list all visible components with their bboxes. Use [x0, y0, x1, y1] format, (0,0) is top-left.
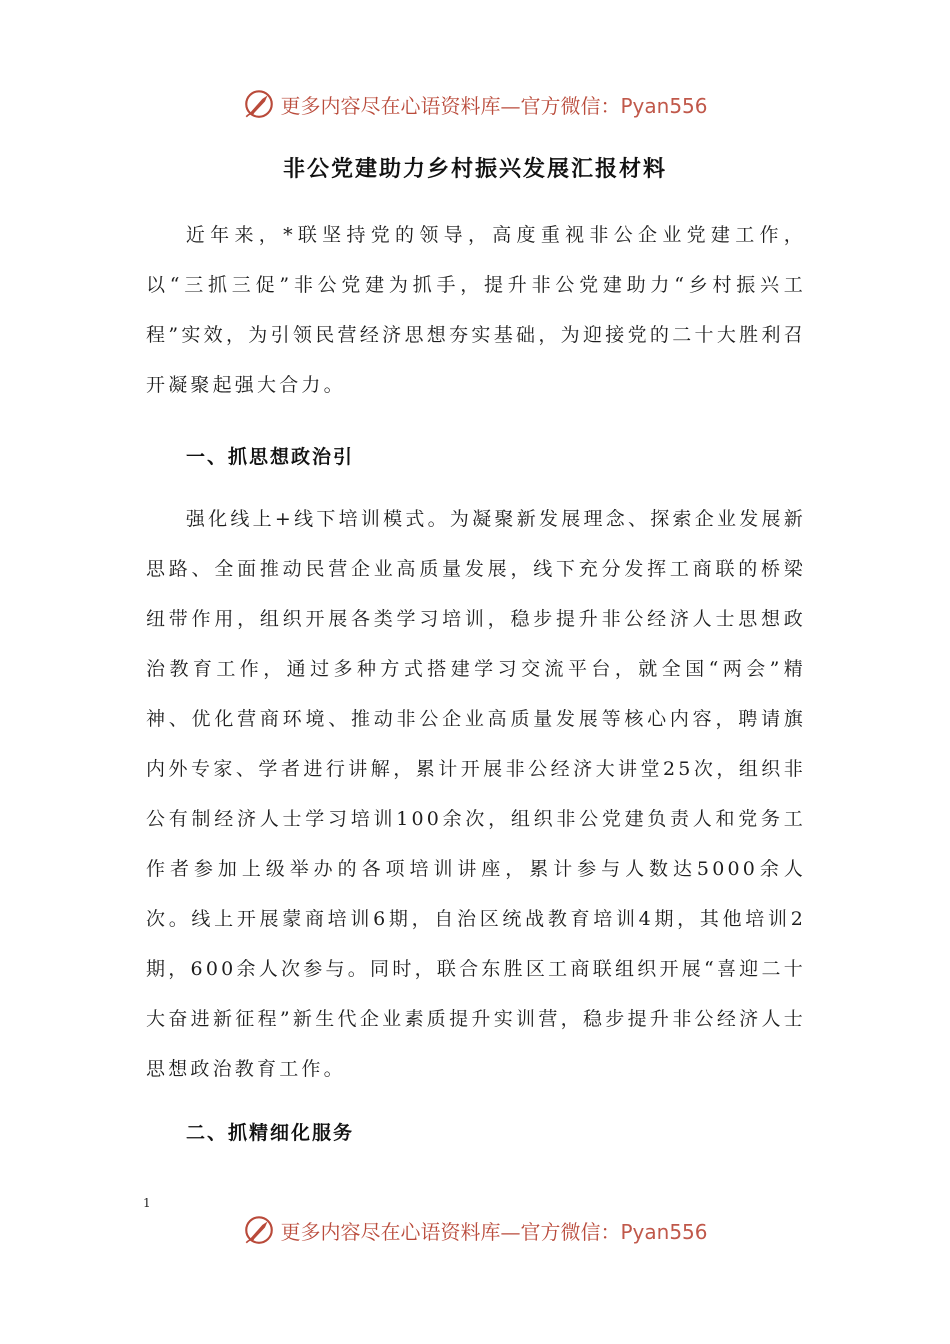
pen-nib-circle-icon: [242, 1213, 276, 1247]
banner-text: [280, 90, 707, 119]
pen-nib-circle-icon: [242, 87, 276, 121]
document-body: [146, 210, 806, 1158]
banner-label: 更多内容尽在心语资料库—官方微信：: [280, 93, 621, 118]
intro-paragraph: 近年来，*联坚持党的领导，高度重视非公企业党建工作，以“三抓三促”非公党建为抓手，提升非公党建助力“乡村振兴工程”实效，为引领民营经济思想夯实基础，为迎接党的二十大胜利召开凝聚起强大合力。: [146, 224, 806, 396]
wechat-id: Pyan556: [620, 1219, 708, 1244]
section-heading-1: 一、抓思想政治引: [186, 446, 355, 468]
banner-text: [280, 1216, 707, 1245]
header-banner: [0, 84, 950, 124]
page-title: 非公党建助力乡村振兴发展汇报材料: [282, 157, 667, 182]
wechat-id: Pyan556: [620, 93, 708, 118]
banner-label: 更多内容尽在心语资料库—官方微信：: [280, 1219, 621, 1244]
page-number: 1: [143, 1196, 151, 1210]
footer-banner: [0, 1210, 950, 1250]
section-1-paragraph: 强化线上+线下培训模式。为凝聚新发展理念、探索企业发展新思路、全面推动民营企业高质量发展，线下充分发挥工商联的桥梁纽带作用，组织开展各类学习培训，稳步提升非公经济人士思想政治教育工作，通过多种方式搭建学习交流平台，就全国“两会”精神、优化营商环境、推动非公企业高质量发展等核心内容，聘请旗内外专家、学者进行讲解，累计开展非公经济大讲堂25次，组织非公有制经济人士学习培训100余次，组织非公党建负责人和党务工作者参加上级举办的各项培训讲座，累计参与人数达5000余人次。线上开展蒙商培训6期，自治区统战教育培训4期，其他培训2期，600余人次参与。同时，联合东胜区工商联组织开展“喜迎二十大奋进新征程”新生代企业素质提升实训营，稳步提升非公经济人士思想政治教育工作。: [146, 508, 806, 1080]
section-heading-2: 二、抓精细化服务: [186, 1122, 355, 1144]
